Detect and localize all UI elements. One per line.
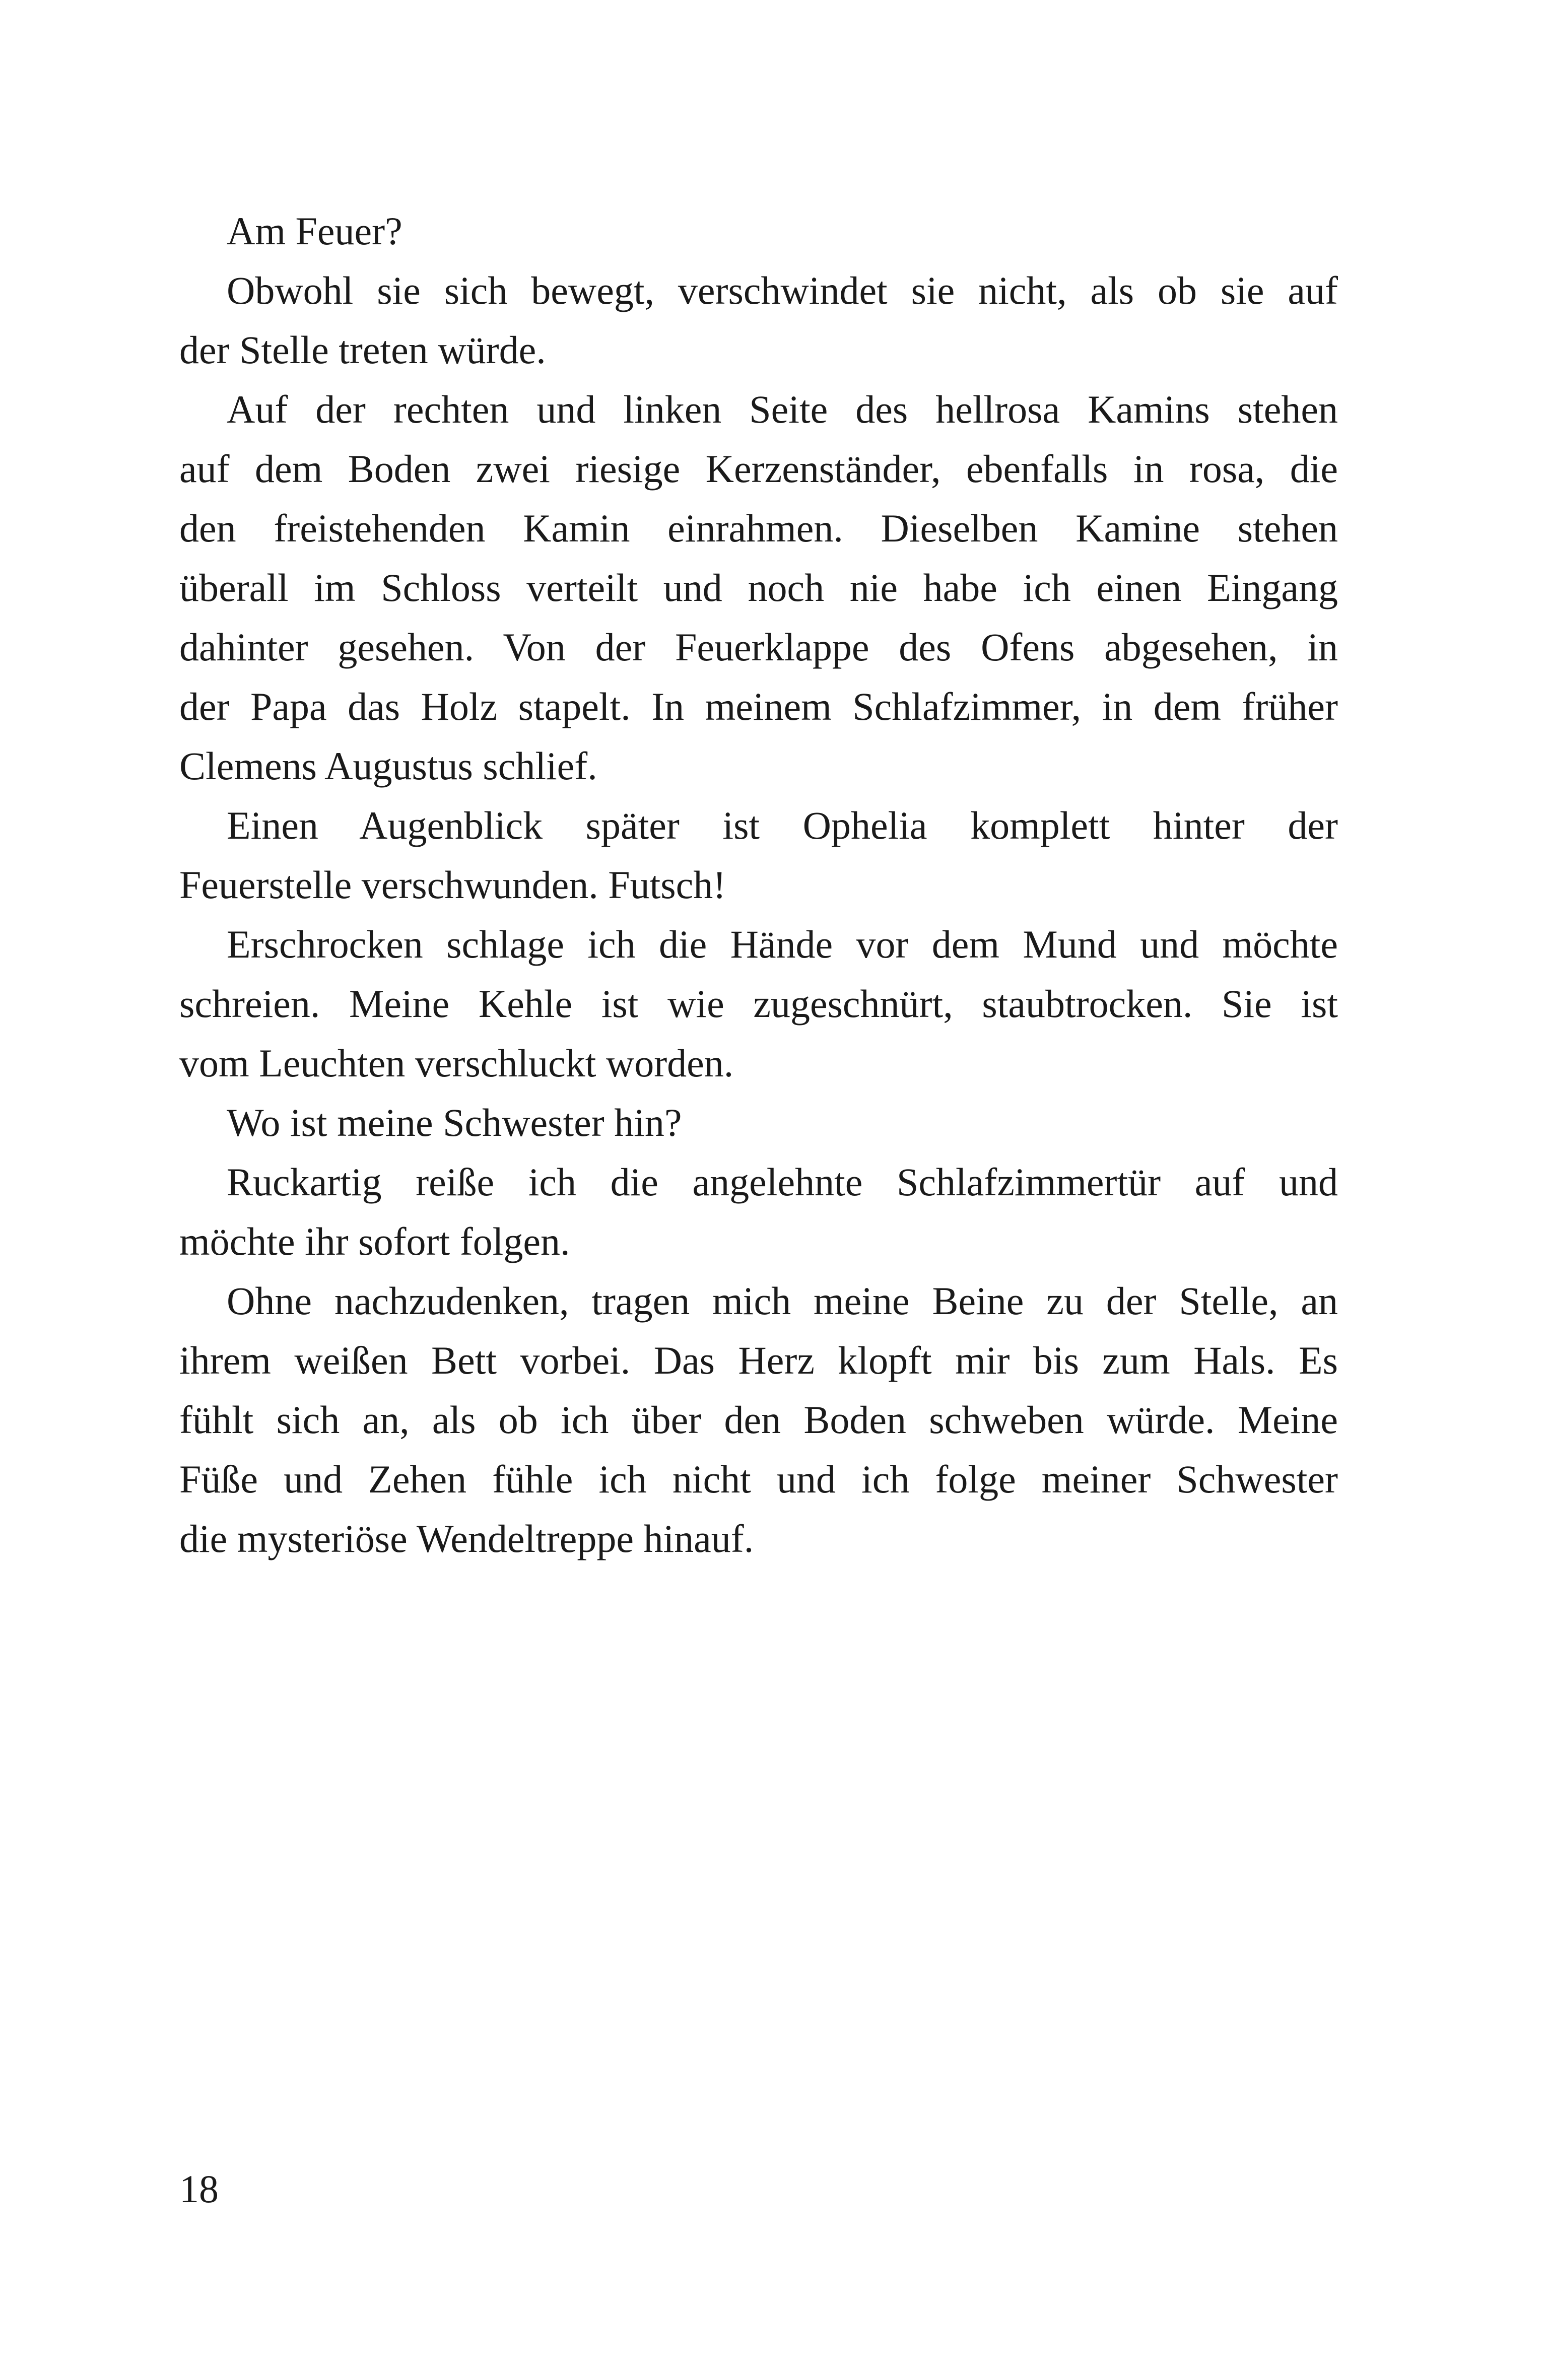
text-line: den freistehenden Kamin einrahmen. Dieselben Kamine stehen [179, 506, 1338, 550]
text-line: schreien. Meine Kehle ist wie zugeschnürt, staubtrocken. Sie ist [179, 982, 1338, 1026]
text-line: möchte ihr sofort folgen. [179, 1219, 570, 1263]
text-line: fühlt sich an, als ob ich über den Boden schweben würde. Meine [179, 1398, 1338, 1442]
body-text [179, 201, 1338, 1569]
text-line: Einen Augenblick später ist Ophelia komplett hinter der [227, 803, 1338, 847]
text-line: dahinter gesehen. Von der Feuerklappe des Ofens abgesehen, in [179, 625, 1338, 669]
text-line: Erschrocken schlage ich die Hände vor dem Mund und möchte [227, 922, 1338, 966]
text-line: Wo ist meine Schwester hin? [227, 1101, 682, 1144]
text-line: auf dem Boden zwei riesige Kerzenständer, ebenfalls in rosa, die [179, 447, 1338, 491]
text-line: überall im Schloss verteilt und noch nie habe ich einen Eingang [179, 566, 1338, 609]
text-line: der Papa das Holz stapelt. In meinem Schlafzimmer, in dem früher [179, 685, 1338, 728]
text-line: vom Leuchten verschluckt worden. [179, 1041, 734, 1085]
text-line: ihrem weißen Bett vorbei. Das Herz klopft mir bis zum Hals. Es [179, 1338, 1338, 1382]
text-line: die mysteriöse Wendeltreppe hinauf. [179, 1517, 754, 1560]
text-line: Obwohl sie sich bewegt, verschwindet sie nicht, als ob sie auf [227, 268, 1338, 312]
text-line: der Stelle treten würde. [179, 328, 546, 372]
text-line: Füße und Zehen fühle ich nicht und ich folge meiner Schwester [179, 1457, 1338, 1501]
text-line: Ohne nachzudenken, tragen mich meine Beine zu der Stelle, an [227, 1279, 1338, 1323]
text-line: Feuerstelle verschwunden. Futsch! [179, 863, 726, 907]
text-line: Ruckartig reiße ich die angelehnte Schlafzimmertür auf und [227, 1160, 1338, 1204]
page-number: 18 [179, 2167, 219, 2211]
text-line: Am Feuer? [227, 209, 402, 253]
text-line: Auf der rechten und linken Seite des hellrosa Kamins stehen [227, 387, 1338, 431]
text-line: Clemens Augustus schlief. [179, 744, 597, 788]
